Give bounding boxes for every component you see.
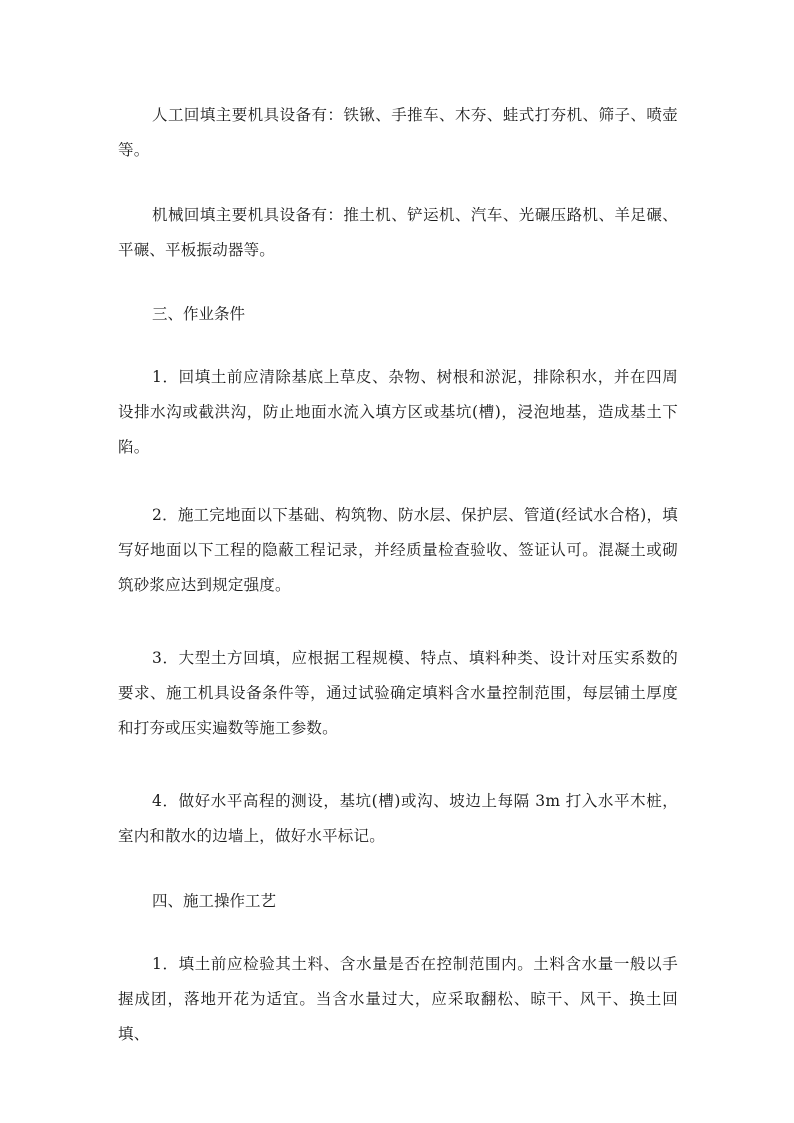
section-heading-construction-process: 四、施工操作工艺 xyxy=(152,892,277,910)
paragraph-process-1: 1．填土前应检验其土料、含水量是否在控制范围内。土料含水量一般以手握成团，落地开花为适宜。当含水量过大，应采取翻松、晾干、风干、换土回填、 xyxy=(118,955,678,1043)
paragraph-mechanical-tools: 机械回填主要机具设备有：推土机、铲运机、汽车、光碾压路机、羊足碾、平碾、平板振动器等。 xyxy=(118,206,678,259)
paragraph-condition-2: 2．施工完地面以下基础、构筑物、防水层、保护层、管道(经试水合格)，填写好地面以下工程的隐蔽工程记录，并经质量检查验收、签证认可。混凝土或砌筑砂浆应达到规定强度。 xyxy=(118,506,678,594)
paragraph-condition-1: 1．回填土前应清除基底上草皮、杂物、树根和淤泥，排除积水，并在四周设排水沟或截洪沟，防止地面水流入填方区或基坑(槽)，浸泡地基，造成基土下陷。 xyxy=(118,368,678,456)
section-heading-work-conditions: 三、作业条件 xyxy=(152,305,246,323)
paragraph-condition-3: 3．大型土方回填，应根据工程规模、特点、填料种类、设计对压实系数的要求、施工机具设备条件等，通过试验确定填料含水量控制范围，每层铺土厚度和打夯或压实遍数等施工参数。 xyxy=(118,649,678,737)
paragraph-condition-4: 4．做好水平高程的测设，基坑(槽)或沟、坡边上每隔 3m 打入水平木桩，室内和散水的边墙上，做好水平标记。 xyxy=(118,792,678,845)
paragraph-manual-tools: 人工回填主要机具设备有：铁锹、手推车、木夯、蛙式打夯机、筛子、喷壶等。 xyxy=(118,106,678,159)
